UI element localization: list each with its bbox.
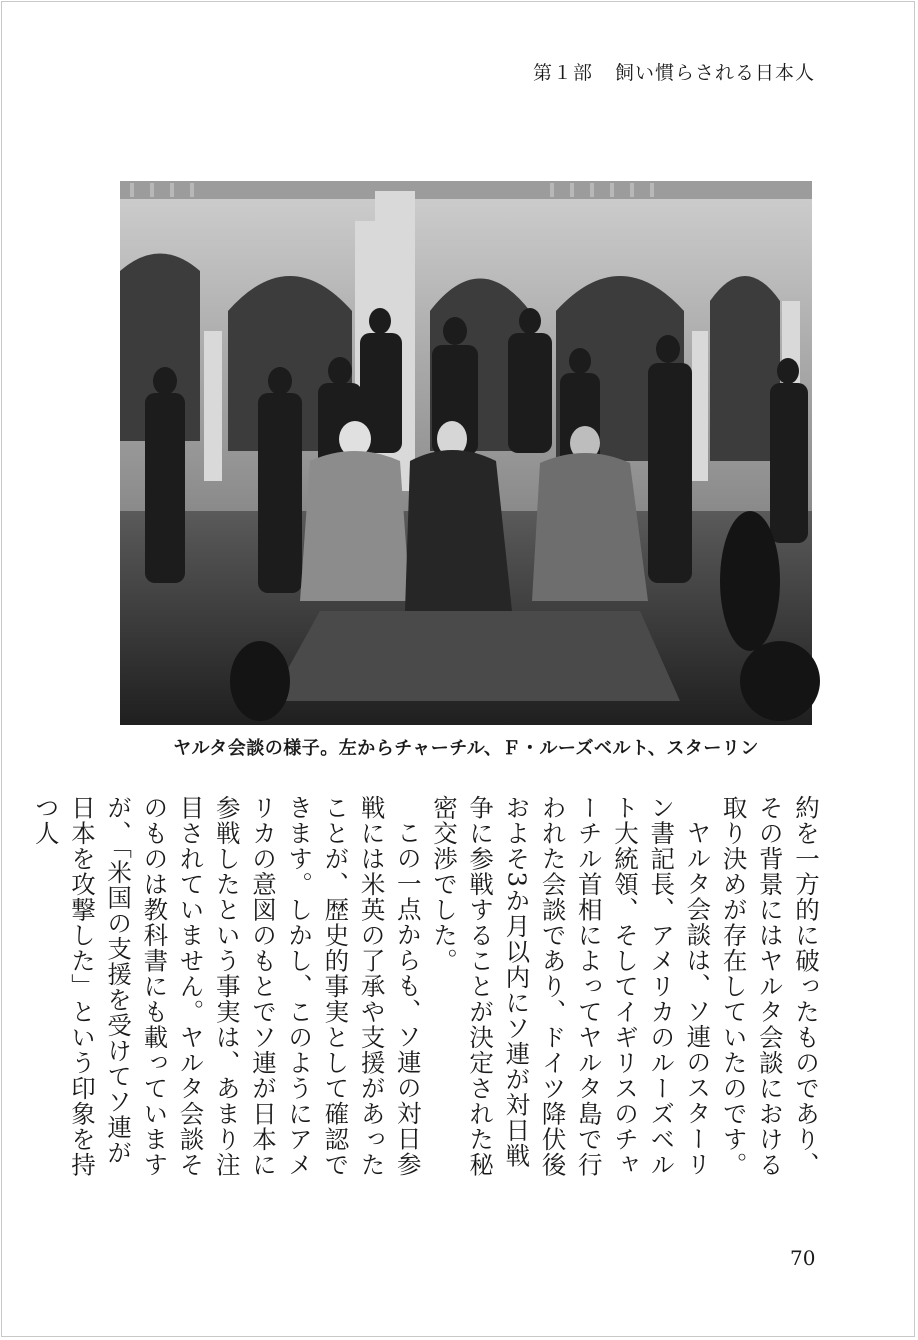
historical-photo <box>120 181 812 725</box>
carpet <box>270 611 680 701</box>
paragraph-1: 約を一方的に破ったものであり、その背景にはヤルタ会談における取り決めが存在していたのです。 <box>719 795 821 1178</box>
paragraph-3: この一点からも、ソ連の対日参戦には米英の了承や支援があったことが、歴史的事実として確認できます。しかし、このようにアメリカの意図のもとでソ連が日本に参戦したという事実は、あまり注目されていません。ヤルタ会談そのものは教科書にも載っていますが、「米国の支援を受けてソ連が日本を攻撃した」という印象を持つ人 <box>31 795 423 1178</box>
photo-caption: ヤルタ会談の様子。左からチャーチル、Ｆ・ルーズベルト、スターリン <box>173 738 759 759</box>
photo-illustration <box>120 181 812 725</box>
part-label: 第１部 <box>532 62 593 84</box>
running-head <box>533 58 815 85</box>
balustrade <box>120 181 812 199</box>
paragraph-2: ヤルタ会談は、ソ連のスターリン書記長、アメリカのルーズベルト大統領、そしてイギリスのチャーチル首相によってヤルタ島で行われた会談であり、ドイツ降伏後およそ3か月以内にソ連が対日戦争に参戦することが決定された秘密交渉でした。 <box>429 795 713 1178</box>
vertical-body-text <box>31 795 824 1180</box>
page-number: 70 <box>790 1246 816 1270</box>
part-title: 飼い慣らされる日本人 <box>614 62 815 84</box>
